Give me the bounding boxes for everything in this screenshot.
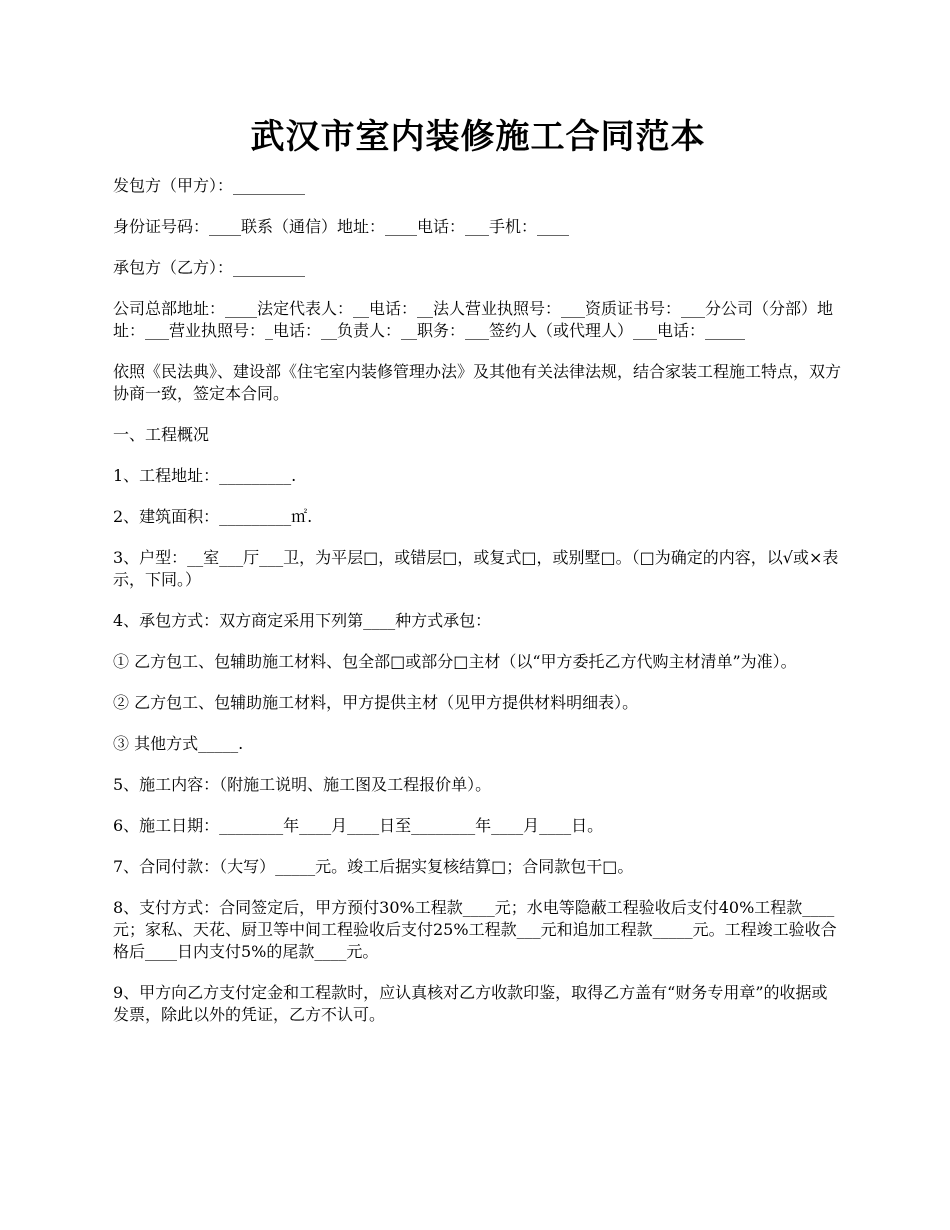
contract-page: [113, 112, 843, 1045]
section-heading-project-overview: 一、工程概况: [113, 425, 210, 444]
party-a-contact-line: 身份证号码：____联系（通信）地址：____电话：___手机：____: [113, 217, 570, 236]
contract-method-option-2: ② 乙方包工、包辅助施工材料，甲方提供主材（见甲方提供材料明细表）。: [113, 693, 639, 712]
contract-method-option-3: ③ 其他方式_____.: [113, 734, 244, 753]
clause-project-address: 1、工程地址：_________.: [113, 466, 297, 485]
clause-payment-method: 8、支付方式：合同签定后，甲方预付30%工程款____元；水电等隐蔽工程验收后支付40%工程款____元；家私、天花、厨卫等中间工程验收后支付25%工程款___元和追加工程款_____元。工程竣工验收合格后____日内支付5%的尾款____元。: [113, 898, 837, 961]
clause-contract-method: 4、承包方式：双方商定采用下列第____种方式承包：: [113, 611, 492, 630]
clause-construction-dates: 6、施工日期：________年____月____日至________年____月____日。: [113, 816, 604, 835]
clause-payment-verification: 9、甲方向乙方支付定金和工程款时，应认真核对乙方收款印鉴，取得乙方盖有“财务专用章”的收据或发票，除此以外的凭证，乙方不认可。: [113, 983, 828, 1024]
contract-method-option-1: ① 乙方包工、包辅助施工材料、包全部□或部分□主材（以“甲方委托乙方代购主材清单”为准）。: [113, 652, 797, 671]
clause-construction-content: 5、施工内容：（附施工说明、施工图及工程报价单）。: [113, 775, 492, 794]
party-a-line: 发包方（甲方）：_________: [113, 176, 306, 195]
party-b-line: 承包方（乙方）：_________: [113, 258, 306, 277]
document-title: 武汉市室内装修施工合同范本: [250, 117, 706, 157]
preamble-paragraph: 依照《民法典》、建设部《住宅室内装修管理办法》及其他有关法律法规，结合家装工程施工特点，双方协商一致，签定本合同。: [113, 362, 842, 403]
clause-building-area: 2、建筑面积：_________㎡.: [113, 507, 313, 526]
clause-house-type: 3、户型：__室___厅___卫，为平层□，或错层□，或复式□，或别墅□。（□为确定的内容，以√或×表示，下同。）: [113, 548, 839, 589]
party-b-company-details: 公司总部地址：____法定代表人：__电话：__法人营业执照号：___资质证书号：___分公司（分部）地址：___营业执照号：_电话：__负责人：__职务：___签约人（或代理人）___电话：_____: [113, 299, 834, 340]
clause-contract-payment: 7、合同付款：（大写）_____元。竣工后据实复核结算□；合同款包干□。: [113, 857, 634, 876]
